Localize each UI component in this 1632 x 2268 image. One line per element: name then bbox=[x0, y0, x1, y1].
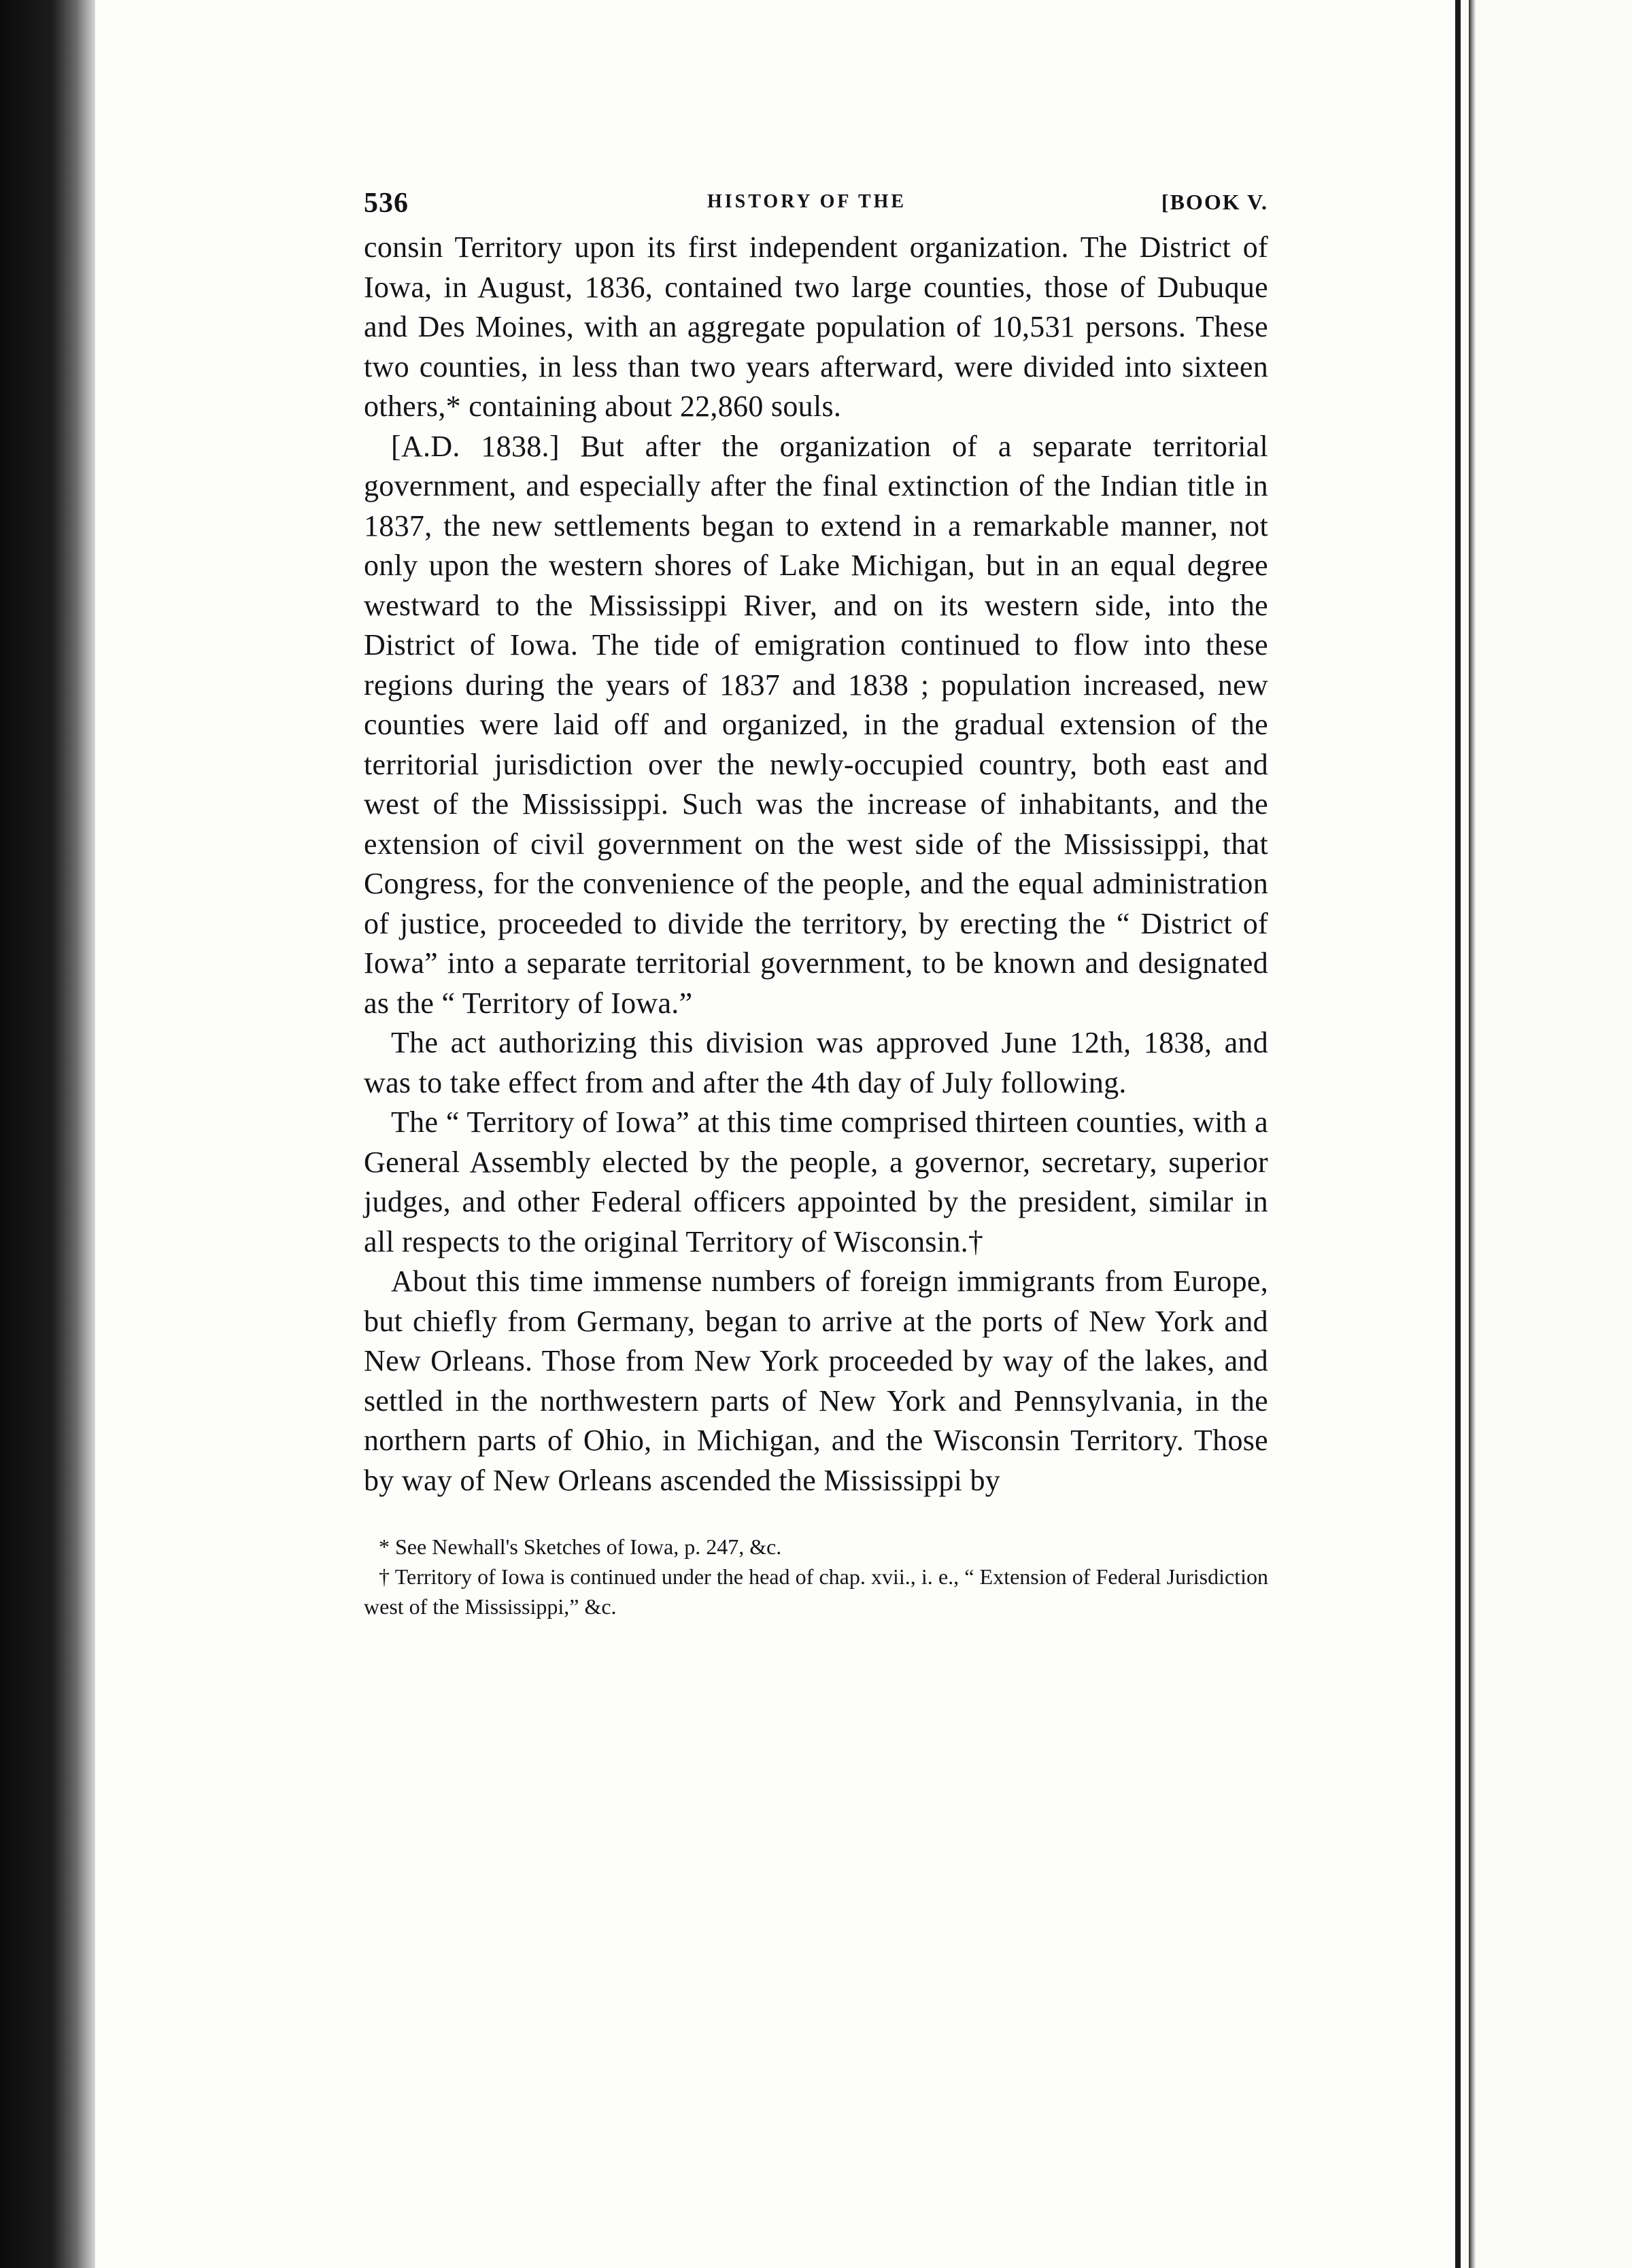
footnote: * See Newhall's Sketches of Iowa, p. 247, &c. bbox=[379, 1534, 782, 1559]
paragraph: [A.D. 1838.] But after the organization of a separate territorial government, and especially after the final extinction of the Indian title in 1837, the new settlements began to extend in a remarkable manner, not only upon the western shores of Lake Michigan, but in an equal degree westward to the Mississippi River, and on its western side, into the District of Iowa. The tide of emigration continued to flow into these regions during the years of 1837 and 1838 ; population increased, new counties were laid off and organized, in the gradual extension of the territorial jurisdiction over the newly-occupied country, both east and west of the Mississippi. Such was the increase of inhabitants, and the extension of civil government on the west side of the Mississippi, that Congress, for the convenience of the people, and the equal administration of justice, proceeded to divide the territory, by erecting the “ District of Iowa” into a separate territorial government, to be known and designated as the “ Territory of Iowa.” bbox=[364, 429, 1268, 1020]
paragraph: About this time immense numbers of foreign immigrants from Europe, but chiefly from Germany, began to arrive at the ports of New York and New Orleans. Those from New York proceeded by way of the lakes, and settled in the northwestern parts of New York and Pennsylvania, in the northern parts of Ohio, in Michigan, and the Wisconsin Territory. Those by way of New Orleans ascended the Mississippi by bbox=[364, 1265, 1268, 1497]
running-head bbox=[364, 187, 1268, 228]
body-text bbox=[364, 228, 1268, 1500]
book-page bbox=[364, 187, 1268, 1621]
footnote: † Territory of Iowa is continued under the head of chap. xvii., i. e., “ Extension of Federal Jurisdiction west of the Mississippi,” &c. bbox=[364, 1564, 1268, 1619]
paragraph: The “ Territory of Iowa” at this time comprised thirteen counties, with a General Assembly elected by the people, a governor, secretary, superior judges, and other Federal officers appointed by the president, similar in all respects to the original Territory of Wisconsin.† bbox=[364, 1105, 1268, 1258]
binding-shadow bbox=[0, 0, 95, 2268]
footnotes bbox=[364, 1532, 1268, 1621]
running-head-title: HISTORY OF THE bbox=[707, 191, 907, 212]
running-head-book: [BOOK V. bbox=[1161, 190, 1268, 214]
next-page-strip bbox=[1461, 0, 1632, 2268]
paragraph: consin Territory upon its first independent organization. The District of Iowa, in August, 1836, contained two large counties, those of Dubuque and Des Moines, with an aggregate population of 10,531 persons. These two counties, in less than two years afterward, were divided into sixteen others,* containing about 22,860 souls. bbox=[364, 230, 1268, 423]
paragraph: The act authorizing this division was approved June 12th, 1838, and was to take effect from and after the 4th day of July following. bbox=[364, 1026, 1268, 1099]
page-number: 536 bbox=[364, 188, 409, 219]
page-edge bbox=[1455, 0, 1461, 2268]
next-page-edge-shadow bbox=[1469, 0, 1476, 2268]
